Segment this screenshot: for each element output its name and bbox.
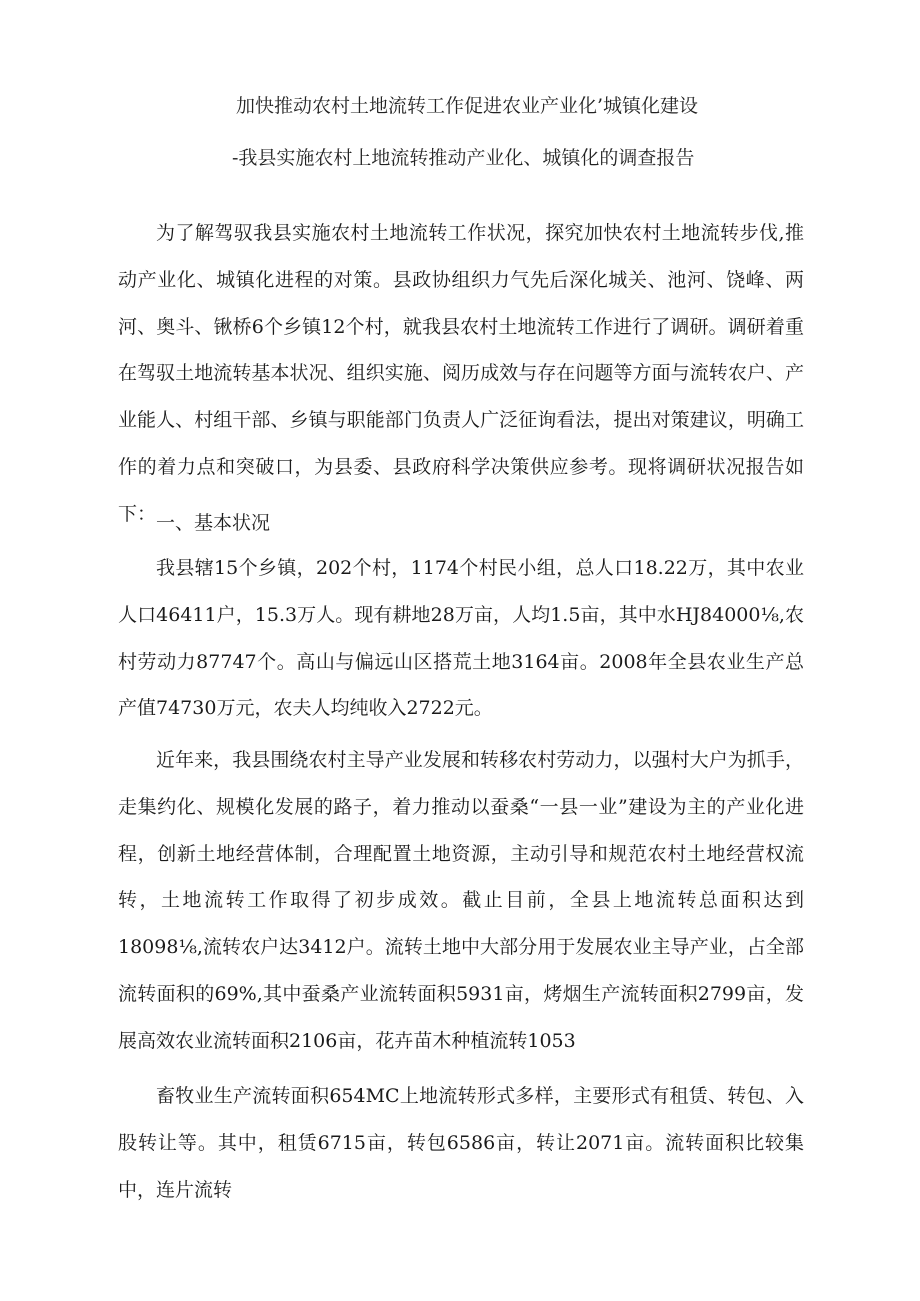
intro-paragraph-block bbox=[118, 210, 804, 538]
section-heading-basic: 一、基本状况 bbox=[156, 512, 271, 534]
livestock-paragraph-block bbox=[118, 1073, 804, 1213]
recent-paragraph: 近年来，我县围绕农村主导产业发展和转移农村劳动力，以强村大户为抓手，走集约化、规模化发展的路子，着力推动以蚕桑“一县一业”建设为主的产业化进程，创新土地经营体制，合理配置土地资源，主动引导和规范农村土地经营权流转，土地流转工作取得了初步成效。截止目前，全县上地流转总面积达到18098⅛,流转农户达3412户。流转土地中大部分用于发展农业主导产业，占全部流转面积的69%,其中蚕桑产业流转面积5931亩，烤烟生产流转面积2799亩，发展高效农业流转面积2106亩，花卉苗木种植流转1053 bbox=[118, 749, 804, 1052]
intro-paragraph: 为了解驾驭我县实施农村土地流转工作状况，探究加快农村土地流转步伐,推动产业化、城镇化进程的对策。县政协组织力气先后深化城关、池河、饶峰、两河、奥斗、锹桥6个乡镇12个村，就我县农村土地流转工作进行了调研。调研着重在驾驭土地流转基本状况、组织实施、阅历成效与存在问题等方面与流转农户、产业能人、村组干部、乡镇与职能部门负责人广泛征询看法，提出对策建议，明确工作的着力点和突破口，为县委、县政府科学决策供应参考。现将调研状况报告如下： bbox=[118, 222, 804, 525]
section-heading-block bbox=[118, 500, 804, 547]
basic-paragraph: 我县辖15个乡镇，202个村，1174个村民小组，总人口18.22万，其中农业人口46411户，15.3万人。现有耕地28万亩，人均1.5亩，其中水HJ84000⅛,农村劳动力87747个。高山与偏远山区搭荒土地3164亩。2008年全县农业生产总产值74730万元，农夫人均纯收入2722元。 bbox=[118, 557, 804, 720]
recent-paragraph-block bbox=[118, 737, 804, 1065]
document-subtitle: -我县实施农村上地流转推动产业化、城镇化的调查报告 bbox=[232, 147, 695, 169]
basic-paragraph-block bbox=[118, 545, 804, 732]
livestock-paragraph: 畜牧业生产流转面积654MC上地流转形式多样，主要形式有租赁、转包、入股转让等。其中，租赁6715亩，转包6586亩，转让2071亩。流转面积比较集中，连片流转 bbox=[118, 1085, 804, 1201]
document-title: 加快推动农村土地流转工作促进农业产业化’城镇化建设 bbox=[236, 95, 699, 117]
